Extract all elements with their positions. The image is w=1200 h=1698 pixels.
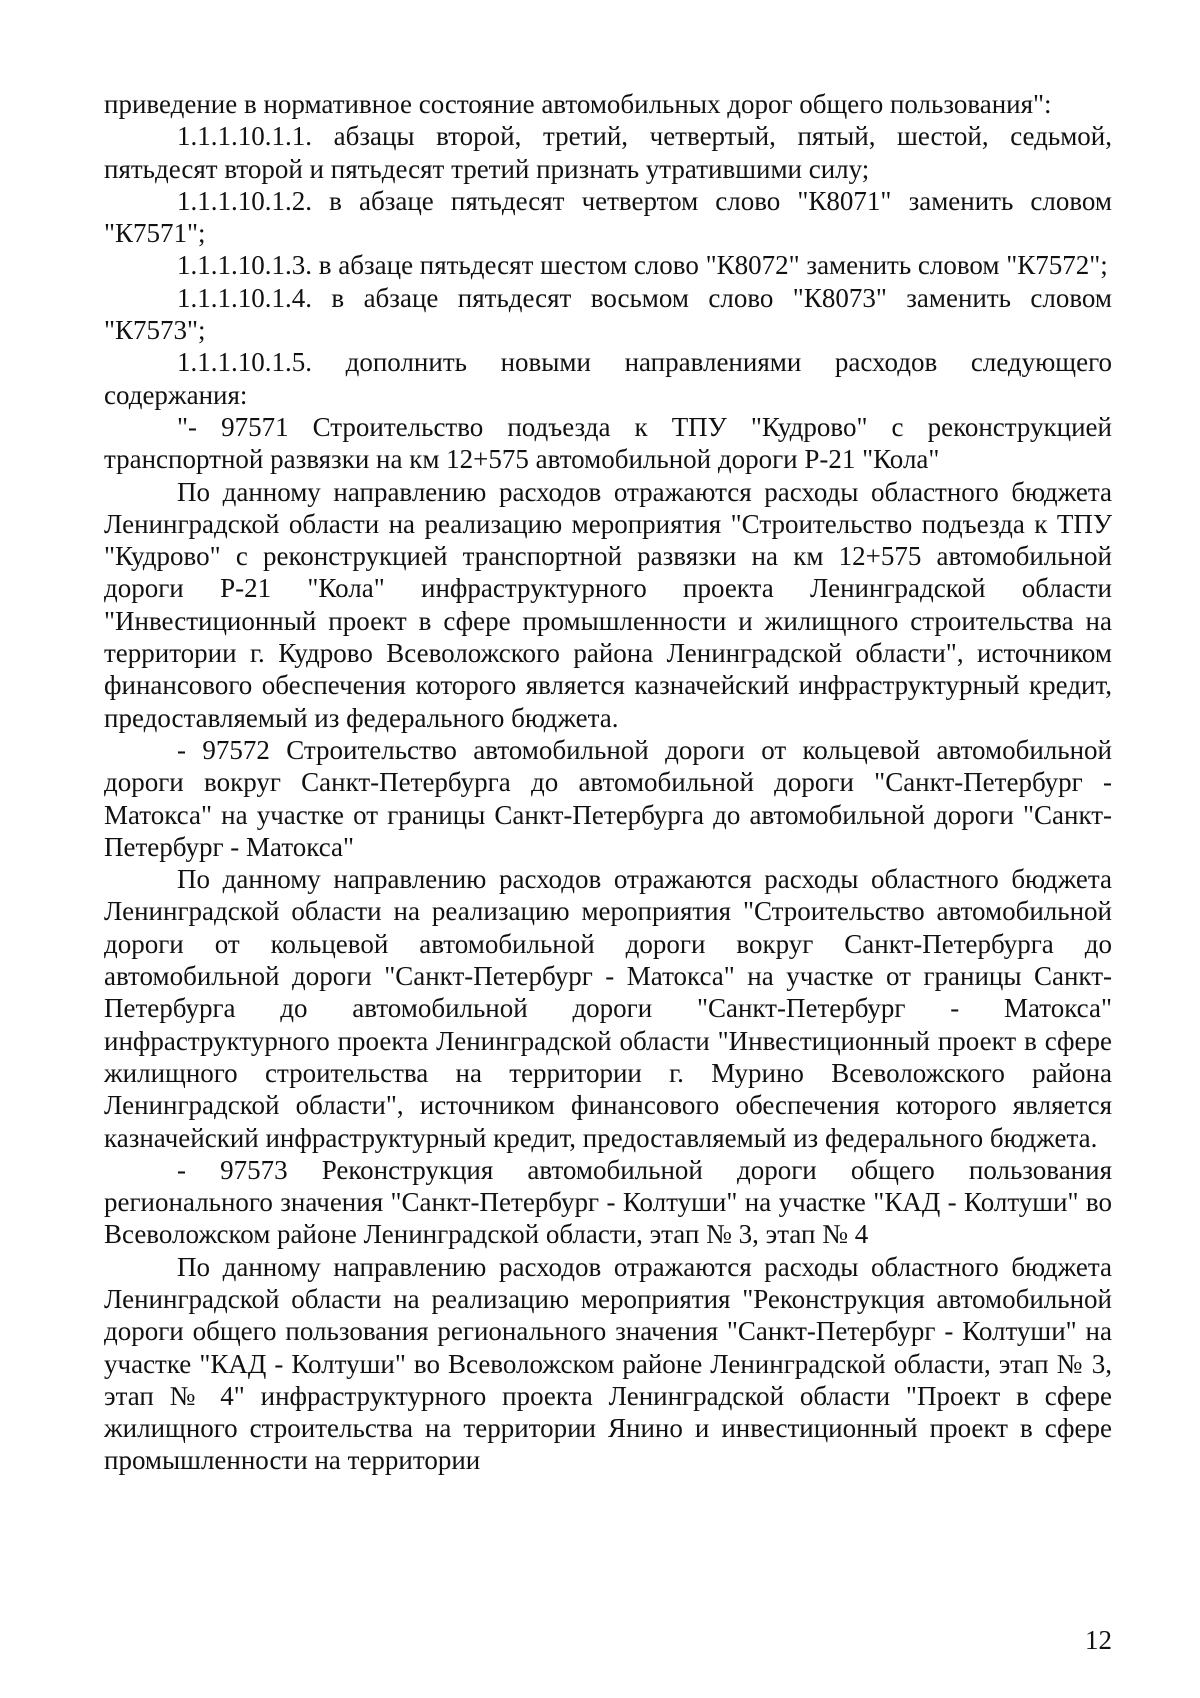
paragraph: По данному направлению расходов отражаются расходы областного бюджета Ленинградской области на реализацию мероприятия "Реконструкция автомобильной дороги общего пользования регионального значения "Санкт-Петербург - Колтуши" на участке "КАД - Колтуши" во Всеволожском районе Ленинградской области, этап № 3, этап № 4" инфраструктурного проекта Ленинградской области "Проект в сфере жилищного строительства на территории Янино и инвестиционный проект в сфере промышленности на территории (104, 1251, 1112, 1476)
document-body (104, 88, 1112, 1477)
paragraph: приведение в нормативное состояние автомобильных дорог общего пользования": (104, 89, 1052, 119)
paragraph: По данному направлению расходов отражаются расходы областного бюджета Ленинградской области на реализацию мероприятия "Строительство автомобильной дороги от кольцевой автомобильной дороги вокруг Санкт-Петербурга до автомобильной дороги "Санкт-Петербург - Матокса" на участке от границы Санкт-Петербурга до автомобильной дороги "Санкт-Петербург - Матокса" инфраструктурного проекта Ленинградской области "Инвестиционный проект в сфере жилищного строительства на территории г. Мурино Всеволожского района Ленинградской области", источником финансового обеспечения которого является казначейский инфраструктурный кредит, предоставляемый из федерального бюджета. (104, 864, 1112, 1153)
paragraph: По данному направлению расходов отражаются расходы областного бюджета Ленинградской области на реализацию мероприятия "Строительство подъезда к ТПУ "Кудрово" с реконструкцией транспортной развязки на км 12+575 автомобильной дороги Р-21 "Кола" инфраструктурного проекта Ленинградской области "Инвестиционный проект в сфере промышленности и жилищного строительства на территории г. Кудрово Всеволожского района Ленинградской области", источником финансового обеспечения которого является казначейский инфраструктурный кредит, предоставляемый из федерального бюджета. (104, 476, 1112, 733)
paragraph: 1.1.1.10.1.5. дополнить новыми направлениями расходов следующего содержания: (104, 347, 1112, 410)
paragraph: - 97573 Реконструкция автомобильной дороги общего пользования регионального значения "Санкт-Петербург - Колтуши" на участке "КАД - Колтуши" во Всеволожском районе Ленинградской области, этап № 3, этап № 4 (104, 1154, 1112, 1250)
paragraph: "- 97571 Строительство подъезда к ТПУ "Кудрово" с реконструкцией транспортной развязки на км 12+575 автомобильной дороги Р-21 "Кола" (104, 411, 1112, 475)
paragraph: 1.1.1.10.1.1. абзацы второй, третий, четвертый, пятый, шестой, седьмой, пятьдесят второй и пятьдесят третий признать утратившими силу; (104, 121, 1112, 184)
paragraph: 1.1.1.10.1.2. в абзаце пятьдесят четвертом слово "К8071" заменить словом "К7571"; (104, 185, 1112, 249)
paragraph: 1.1.1.10.1.3. в абзаце пятьдесят шестом слово "К8072" заменить словом "К7572"; (177, 250, 1108, 281)
page-number: 12 (1085, 1625, 1112, 1655)
paragraph: 1.1.1.10.1.4. в абзаце пятьдесят восьмом слово "К8073" заменить словом "К7573"; (104, 282, 1112, 346)
paragraph: - 97572 Строительство автомобильной дороги от кольцевой автомобильной дороги вокруг Санкт-Петербурга до автомобильной дороги "Санкт-Петербург - Матокса" на участке от границы Санкт-Петербурга до автомобильной дороги "Санкт-Петербург - Матокса" (104, 734, 1112, 862)
